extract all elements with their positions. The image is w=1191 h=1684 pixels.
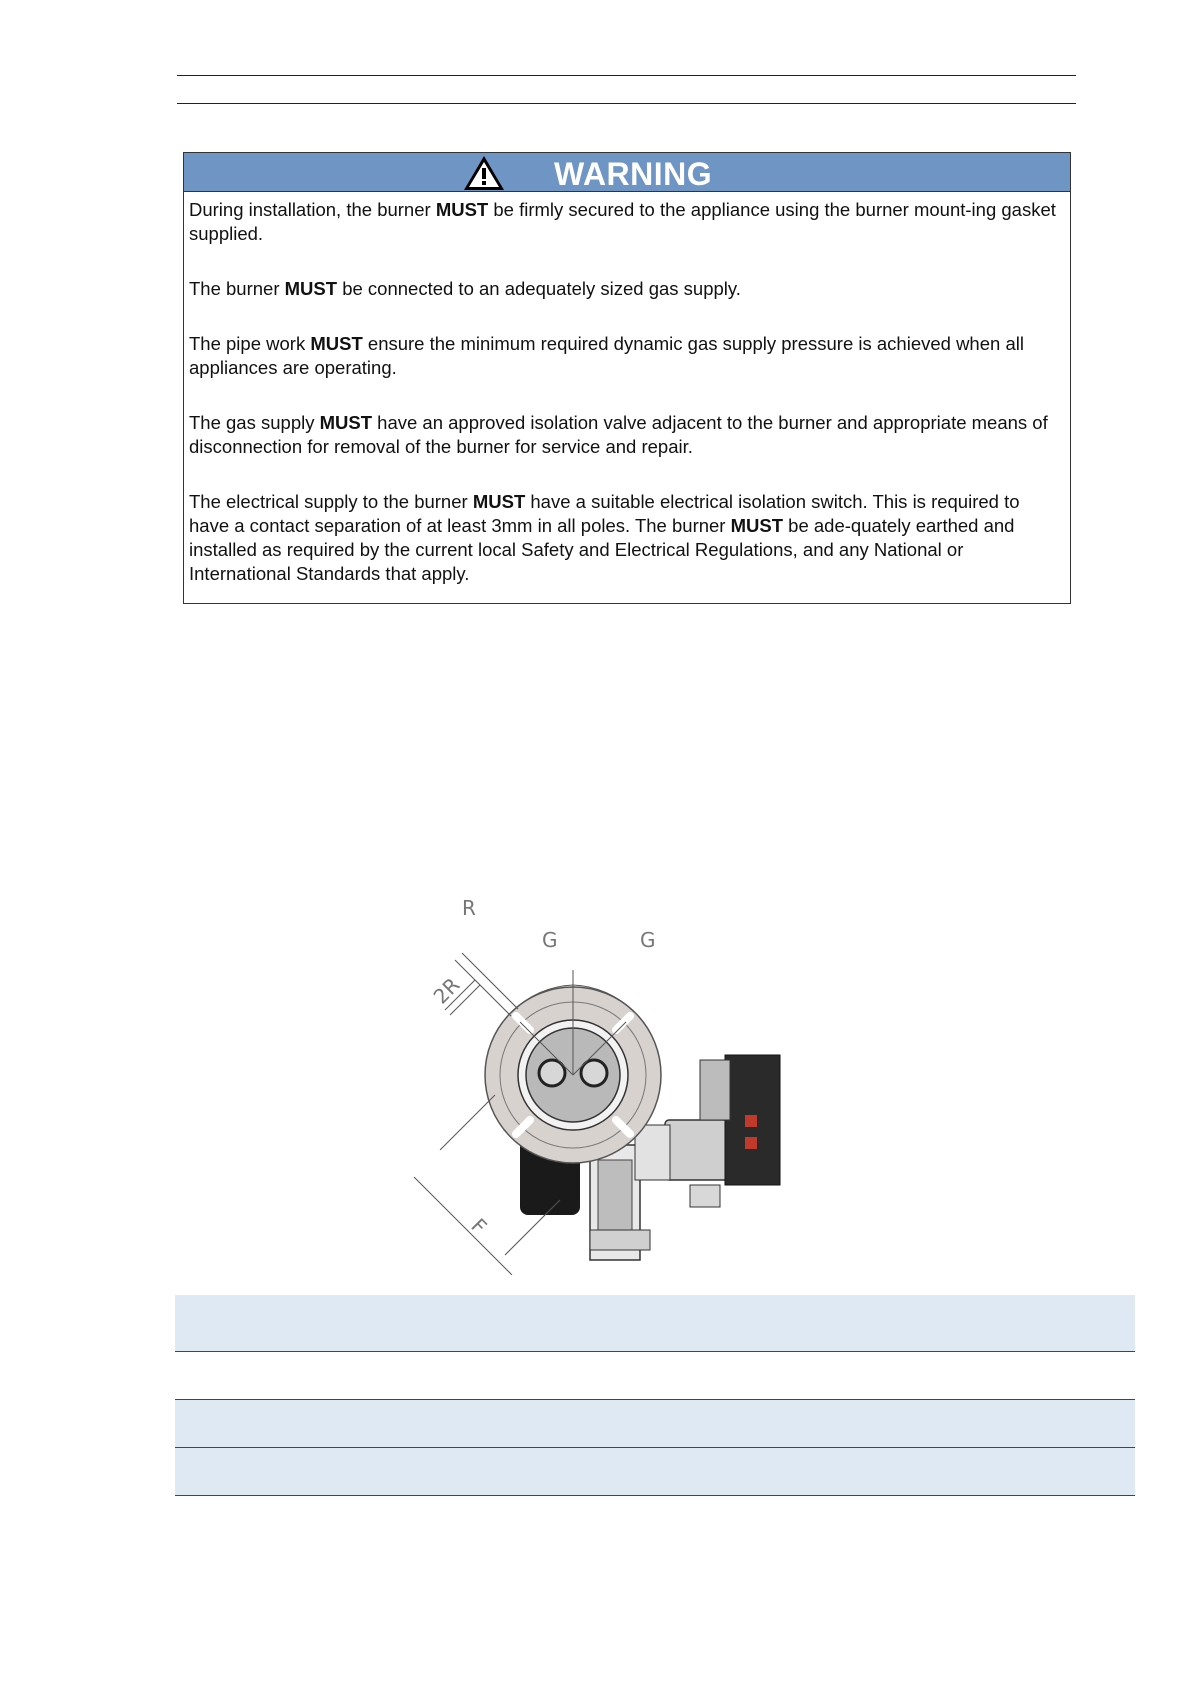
dimension-label-r: R [462,896,476,920]
warning-header [184,153,1070,192]
warning-body [184,192,1070,586]
warning-paragraph: The electrical supply to the burner MUST have a suitable electrical isolation switch. This is required to have a contact separation of at least 3mm in all poles. The burner MUST be ade-quately earthed and installed as required by the current local Safety and Electrical Regulations, and any National or International Standards that apply. [189,491,1020,584]
dimension-label-g-left: G [542,928,558,952]
table-row-band [175,1400,1135,1447]
table-rule [175,1495,1135,1496]
dimension-label-g-right: G [640,928,656,952]
burner-dimension-drawing [400,885,800,1275]
dimension-label-f: F [466,1213,492,1239]
warning-box [183,152,1071,604]
warning-paragraph: The burner MUST be connected to an adequately sized gas supply. [189,278,741,299]
table-row-band [175,1448,1135,1495]
header-rule-top [177,75,1076,76]
warning-paragraph: During installation, the burner MUST be firmly secured to the appliance using the burner mount-ing gasket supplied. [189,199,1056,244]
header-rule-bottom [177,103,1076,104]
dimension-label-2r: 2R [428,972,465,1009]
mounting-flange [485,970,661,1163]
warning-paragraph: The pipe work MUST ensure the minimum required dynamic gas supply pressure is achieved when all appliances are operating. [189,333,1024,378]
warning-title: WARNING [554,156,713,192]
warning-triangle-icon [462,154,506,192]
warning-paragraph: The gas supply MUST have an approved isolation valve adjacent to the burner and appropriate means of disconnection for removal of the burner for service and repair. [189,412,1048,457]
table-header-band [175,1295,1135,1351]
table-rule [175,1351,1135,1352]
